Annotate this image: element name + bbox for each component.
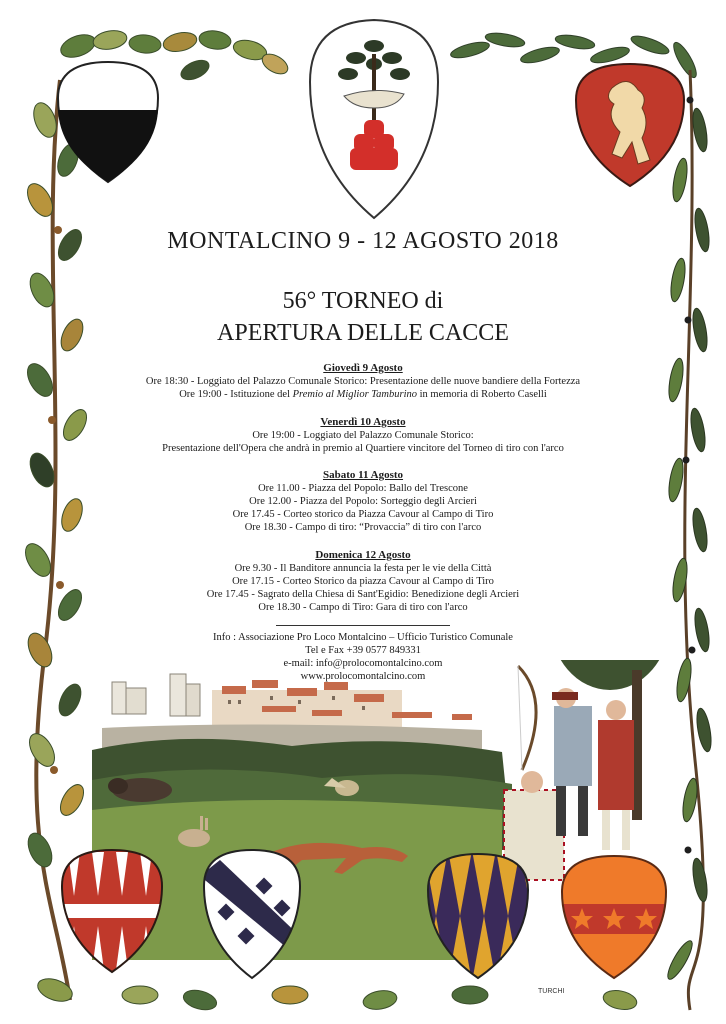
page-title: MONTALCINO 9 - 12 AGOSTO 2018	[167, 228, 559, 254]
event-line: Ore 17.45 - Sagrato della Chiesa di Sant'Egidio: Benedizione degli Arcieri	[206, 589, 520, 600]
shield-lozenges-icon	[424, 850, 532, 982]
info-website-link[interactable]: www.prolocomontalcino.com	[300, 671, 426, 682]
event-title-line2: APERTURA DELLE CACCE	[217, 320, 509, 346]
info-organizer: Info : Associazione Pro Loco Montalcino – Ufficio Turistico Comunale	[213, 632, 513, 643]
shield-oak-tree-horn-icon	[304, 16, 444, 222]
info-email-link[interactable]: e-mail: info@prolocomontalcino.com	[283, 658, 443, 669]
day-heading: Giovedì 9 Agosto	[323, 362, 403, 374]
event-line: Ore 17.45 - Corteo storico da Piazza Cavour al Campo di Tiro	[232, 509, 494, 520]
day-heading: Sabato 11 Agosto	[322, 469, 404, 481]
day-heading: Domenica 12 Agosto	[315, 549, 411, 561]
programme-day-thursday	[100, 362, 626, 401]
divider	[276, 625, 450, 626]
programme-day-friday	[100, 416, 626, 455]
artist-signature: TURCHI	[538, 988, 565, 995]
event-line: Ore 11.00 - Piazza del Popolo: Ballo del Trescone	[258, 483, 468, 494]
programme-day-sunday	[100, 549, 626, 614]
event-line: Presentazione dell'Opera che andrà in premio al Quartiere vincitore del Torneo di tiro con l'arco	[162, 443, 564, 454]
event-line: Ore 9.30 - Il Banditore annuncia la festa per le vie della Città	[234, 563, 492, 574]
event-line: Ore 19:00 - Loggiato del Palazzo Comunale Storico:	[252, 430, 474, 441]
event-line: Ore 18:30 - Loggiato del Palazzo Comunale Storico: Presentazione delle nuove bandiere della Fortezza	[145, 376, 581, 387]
shield-rampant-lion-icon	[572, 60, 688, 190]
shield-black-white-icon	[52, 58, 164, 188]
info-phone: Tel e Fax +39 0577 849331	[305, 645, 421, 656]
event-line: Ore 17.15 - Corteo Storico da piazza Cavour al Campo di Tiro	[232, 576, 494, 587]
event-title	[0, 285, 726, 349]
shield-red-white-triangles-icon	[58, 846, 166, 976]
event-line: Ore 19:00 - Istituzione del Premio al Miglior Tamburino in memoria di Roberto Caselli	[179, 389, 547, 400]
shield-stars-icon	[558, 852, 670, 982]
event-title-line1: 56° TORNEO di	[282, 288, 444, 314]
montalcino-town	[102, 674, 482, 750]
archers-group	[504, 666, 634, 880]
event-line: Ore 18.30 - Campo di tiro: “Provaccia” di tiro con l'arco	[244, 522, 482, 533]
programme-day-saturday	[100, 469, 626, 534]
day-heading: Venerdì 10 Agosto	[320, 416, 406, 428]
prize-name: Premio al Miglior Tamburino	[292, 389, 417, 400]
event-line: Ore 12.00 - Piazza del Popolo: Sorteggio degli Arcieri	[249, 496, 477, 507]
right-laurel-vine	[664, 70, 714, 1010]
event-line: Ore 18.30 - Campo di Tiro: Gara di tiro con l'arco	[258, 602, 468, 613]
shield-diagonal-band-icon	[200, 846, 304, 982]
